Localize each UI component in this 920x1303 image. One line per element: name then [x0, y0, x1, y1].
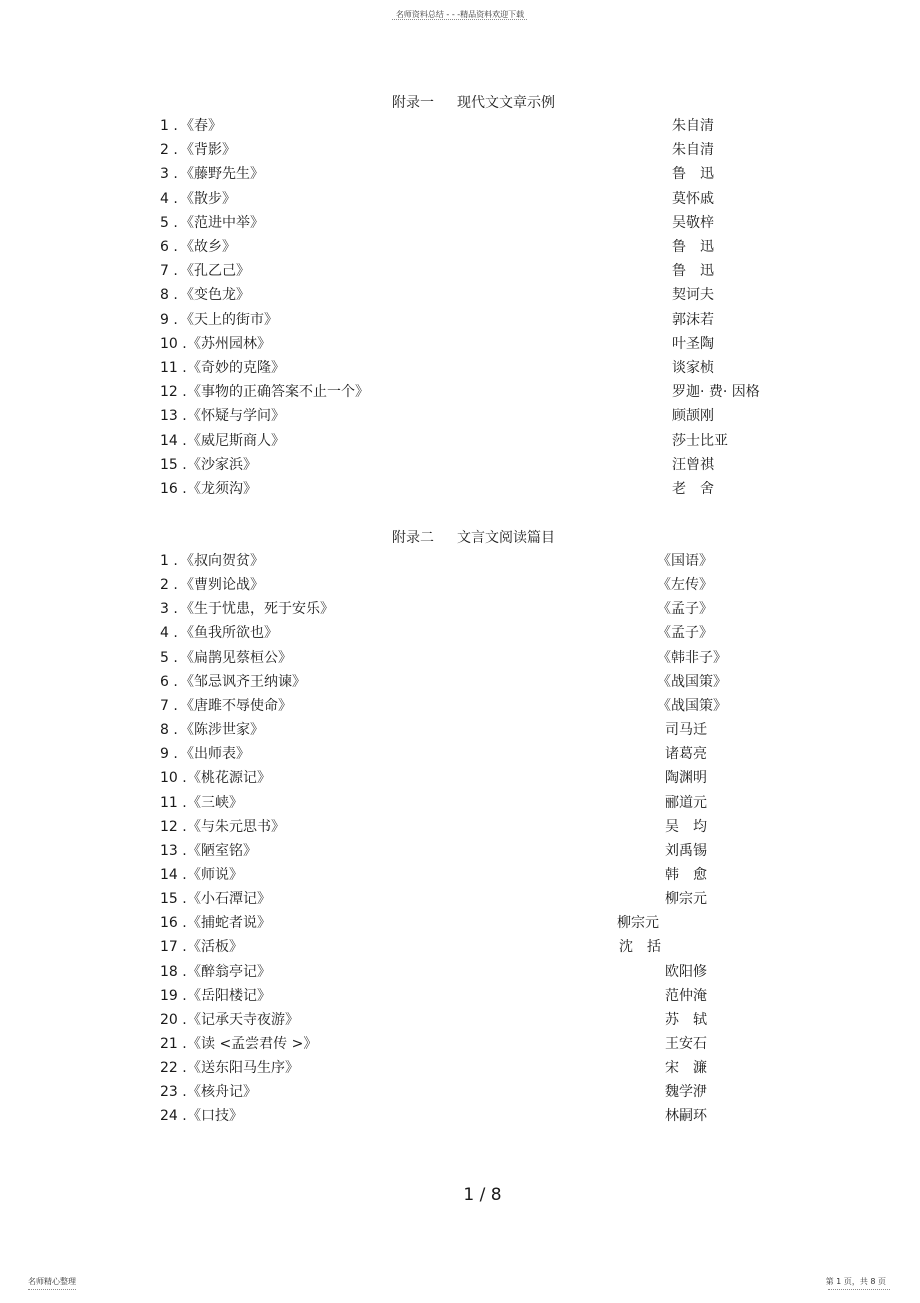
item-author: 《战国策》	[657, 673, 727, 690]
item-author: 顾颉刚	[672, 408, 714, 425]
item-author: 王安石	[665, 1036, 707, 1052]
item-number: 13 .	[160, 842, 187, 859]
item-work-title: 《孔乙己》	[180, 263, 250, 280]
item-author: 《孟子》	[657, 625, 713, 642]
item-work-title: 《背影》	[180, 142, 236, 159]
item-author: 叶圣陶	[672, 335, 714, 352]
footer-right-divider	[828, 1289, 890, 1290]
item-author: 罗迦· 费· 因格	[672, 384, 760, 401]
item-number: 1 .	[160, 118, 178, 134]
item-author: 柳宗元	[665, 891, 707, 908]
item-work-title: 《曹刿论战》	[180, 577, 264, 594]
item-author: 司马迁	[665, 722, 707, 739]
item-work-title: 《唐雎不辱使命》	[180, 697, 292, 714]
page-number: 1 / 8	[463, 1185, 502, 1205]
item-work-title: 《记承天寺夜游》	[187, 1011, 299, 1028]
item-work-title: 《鱼我所欲也》	[180, 625, 278, 642]
item-number: 5 .	[160, 649, 178, 666]
item-work-title: 《醉翁亭记》	[187, 963, 271, 980]
item-number: 18 .	[160, 963, 187, 980]
item-number: 15 .	[160, 456, 187, 473]
item-work-title: 《与朱元思书》	[187, 818, 285, 835]
footer-left-divider	[28, 1289, 76, 1290]
item-work-title: 《范进中举》	[180, 214, 264, 231]
item-work-title: 《读 <孟尝君传 >》	[187, 1036, 318, 1052]
item-work-title: 《邹忌讽齐王纳谏》	[180, 673, 306, 690]
item-author: 莎士比亚	[672, 432, 728, 449]
item-work-title: 《沙家浜》	[187, 456, 257, 473]
item-author: 谈家桢	[672, 360, 714, 376]
item-work-title: 《生于忧患，死于安乐》	[180, 601, 334, 618]
item-work-title: 《师说》	[187, 866, 243, 883]
item-number: 16 .	[160, 481, 187, 497]
item-number: 1 .	[160, 553, 178, 569]
item-number: 20 .	[160, 1011, 187, 1028]
footer-left: 名师精心整理	[28, 1277, 76, 1286]
item-author: 《韩非子》	[657, 649, 727, 666]
item-author: 范仲淹	[665, 987, 707, 1004]
item-number: 4 .	[160, 625, 178, 642]
item-number: 12 .	[160, 384, 187, 401]
item-author: 苏 轼	[665, 1011, 707, 1028]
item-work-title: 《小石潭记》	[187, 891, 271, 908]
item-author: 韩 愈	[665, 866, 707, 883]
item-author: 鲁 迅	[672, 166, 714, 183]
item-work-title: 《苏州园林》	[187, 335, 271, 352]
item-author: 莫怀戚	[672, 190, 714, 207]
item-author: 老 舍	[672, 481, 714, 497]
item-author: 沈 括	[619, 939, 661, 956]
item-work-title: 《陈涉世家》	[180, 722, 264, 739]
item-author: 《国语》	[657, 553, 713, 569]
item-number: 19 .	[160, 987, 187, 1004]
item-number: 11 .	[160, 794, 187, 811]
item-work-title: 《送东阳马生序》	[187, 1060, 299, 1077]
item-number: 13 .	[160, 408, 187, 425]
section1-label: 附录一	[392, 95, 434, 111]
item-number: 8 .	[160, 287, 178, 304]
item-work-title: 《变色龙》	[180, 287, 250, 304]
header-divider	[392, 19, 527, 20]
page-header: 名师资料总结 - - -精品资料欢迎下载	[395, 10, 525, 19]
item-number: 24 .	[160, 1108, 187, 1125]
item-number: 5 .	[160, 214, 178, 231]
item-work-title: 《故乡》	[180, 239, 236, 255]
item-author: 柳宗元	[617, 915, 659, 932]
item-work-title: 《扁鹊见蔡桓公》	[180, 649, 292, 666]
item-number: 3 .	[160, 166, 178, 183]
item-number: 16 .	[160, 915, 187, 932]
item-work-title: 《事物的正确答案不止一个》	[187, 384, 369, 401]
item-work-title: 《口技》	[187, 1108, 243, 1125]
item-author: 汪曾祺	[672, 456, 714, 473]
item-author: 刘禹锡	[665, 842, 707, 859]
item-number: 14 .	[160, 432, 187, 449]
item-number: 12 .	[160, 818, 187, 835]
item-author: 吴 均	[665, 818, 707, 835]
item-number: 14 .	[160, 866, 187, 883]
item-number: 4 .	[160, 190, 178, 207]
item-author: 《战国策》	[657, 697, 727, 714]
item-author: 朱自清	[672, 118, 714, 134]
item-work-title: 《陋室铭》	[187, 842, 257, 859]
item-author: 陶渊明	[665, 770, 707, 787]
item-work-title: 《怀疑与学问》	[187, 408, 285, 425]
item-author: 欧阳修	[665, 963, 707, 980]
item-number: 6 .	[160, 673, 178, 690]
item-number: 6 .	[160, 239, 178, 255]
item-number: 8 .	[160, 722, 178, 739]
item-number: 21 .	[160, 1036, 187, 1052]
item-work-title: 《叔向贺贫》	[180, 553, 264, 569]
section2-title: 文言文阅读篇目	[457, 530, 555, 546]
item-work-title: 《三峡》	[187, 794, 243, 811]
item-number: 11 .	[160, 360, 187, 376]
item-author: 鲁 迅	[672, 239, 714, 255]
item-number: 7 .	[160, 263, 178, 280]
item-number: 17 .	[160, 939, 187, 956]
item-work-title: 《天上的街市》	[180, 311, 278, 328]
footer-right: 第 1 页，共 8 页	[825, 1277, 886, 1286]
item-number: 23 .	[160, 1084, 187, 1101]
item-work-title: 《威尼斯商人》	[187, 432, 285, 449]
item-author: 郦道元	[665, 794, 707, 811]
item-number: 3 .	[160, 601, 178, 618]
item-author: 朱自清	[672, 142, 714, 159]
item-work-title: 《龙须沟》	[187, 481, 257, 497]
section2-label: 附录二	[392, 530, 434, 546]
item-work-title: 《捕蛇者说》	[187, 915, 271, 932]
item-work-title: 《核舟记》	[187, 1084, 257, 1101]
item-author: 契诃夫	[672, 287, 714, 304]
item-number: 10 .	[160, 770, 187, 787]
item-work-title: 《散步》	[180, 190, 236, 207]
item-number: 15 .	[160, 891, 187, 908]
item-number: 22 .	[160, 1060, 187, 1077]
section1-title: 现代文文章示例	[457, 95, 555, 111]
item-number: 9 .	[160, 746, 178, 763]
item-number: 2 .	[160, 577, 178, 594]
item-work-title: 《藤野先生》	[180, 166, 264, 183]
item-work-title: 《春》	[180, 118, 222, 134]
item-author: 宋 濂	[665, 1060, 707, 1077]
item-author: 《左传》	[657, 577, 713, 594]
item-work-title: 《岳阳楼记》	[187, 987, 271, 1004]
item-author: 魏学洢	[665, 1084, 707, 1101]
item-number: 2 .	[160, 142, 178, 159]
item-work-title: 《活板》	[187, 939, 243, 956]
item-author: 诸葛亮	[665, 746, 707, 763]
item-work-title: 《奇妙的克隆》	[187, 360, 285, 376]
item-author: 郭沫若	[672, 311, 714, 328]
item-work-title: 《桃花源记》	[187, 770, 271, 787]
item-number: 7 .	[160, 697, 178, 714]
item-author: 《孟子》	[657, 601, 713, 618]
item-author: 鲁 迅	[672, 263, 714, 280]
item-number: 10 .	[160, 335, 187, 352]
item-work-title: 《出师表》	[180, 746, 250, 763]
item-author: 吴敬梓	[672, 214, 714, 231]
item-number: 9 .	[160, 311, 178, 328]
item-author: 林嗣环	[665, 1108, 707, 1125]
